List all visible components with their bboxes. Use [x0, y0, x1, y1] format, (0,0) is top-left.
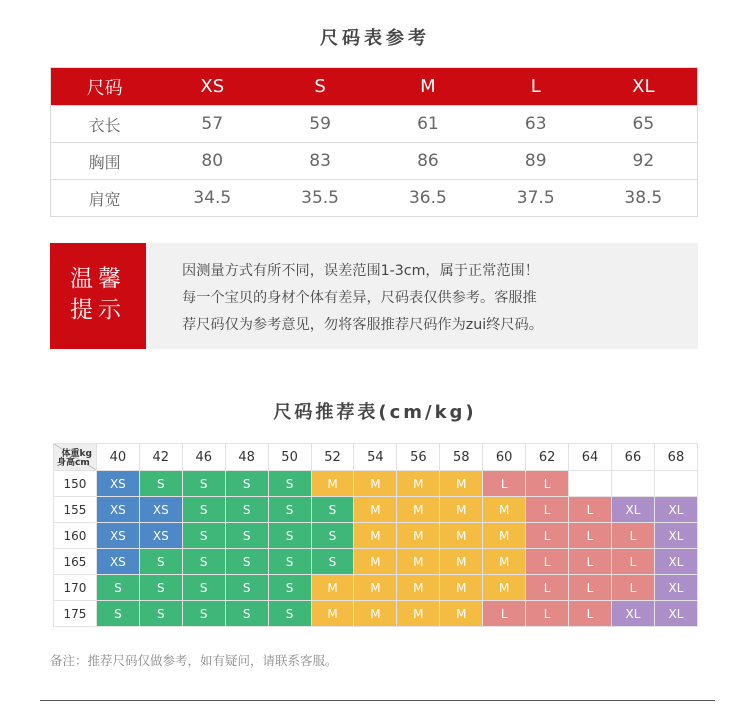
corner-weight-label: 体重kg: [61, 449, 92, 459]
size-recommendation-cell: XS: [96, 471, 139, 497]
size-recommendation-cell: M: [440, 471, 483, 497]
table-cell: 59: [266, 106, 374, 143]
size-recommendation-cell: S: [225, 523, 268, 549]
notice-line: 因测量方式有所不同，误差范围1-3cm，属于正常范围！: [182, 263, 539, 279]
size-recommendation-cell: S: [182, 471, 225, 497]
size-recommendation-cell: L: [526, 549, 569, 575]
size-recommendation-cell: M: [397, 523, 440, 549]
size-recommendation-cell: XS: [96, 497, 139, 523]
weight-header: 56: [397, 444, 440, 471]
table-cell: 34.5: [158, 180, 266, 217]
notice-box: [50, 243, 698, 349]
size-recommendation-cell: M: [354, 601, 397, 627]
size-recommendation-cell: M: [397, 497, 440, 523]
size-recommendation-cell: M: [483, 497, 526, 523]
weight-header: 54: [354, 444, 397, 471]
table-cell: 35.5: [266, 180, 374, 217]
recommendation-header-row: [54, 444, 698, 471]
size-recommendation-cell: XL: [611, 497, 654, 523]
weight-header: 62: [526, 444, 569, 471]
notice-badge-line1: 温馨: [70, 266, 126, 292]
size-recommendation-cell: M: [354, 549, 397, 575]
size-recommendation-cell: S: [311, 549, 354, 575]
size-recommendation-cell: XL: [654, 497, 697, 523]
size-recommendation-cell: L: [526, 497, 569, 523]
size-recommendation-cell: S: [182, 575, 225, 601]
recommendation-title: 尺码推荐表(cm/kg): [273, 402, 477, 423]
size-header-label: 尺码: [51, 68, 159, 106]
size-recommendation-cell: L: [483, 601, 526, 627]
size-recommendation-cell: M: [483, 549, 526, 575]
size-recommendation-cell: M: [397, 549, 440, 575]
size-recommendation-cell: S: [225, 497, 268, 523]
table-row: [51, 180, 698, 217]
table-cell: 92: [590, 143, 698, 180]
size-recommendation-cell: XL: [654, 575, 697, 601]
table-cell: 57: [158, 106, 266, 143]
table-row: [54, 497, 698, 523]
size-recommendation-cell: XL: [654, 549, 697, 575]
size-recommendation-cell: L: [569, 523, 612, 549]
weight-header: 52: [311, 444, 354, 471]
size-recommendation-cell: L: [611, 523, 654, 549]
size-header-m: M: [374, 68, 482, 106]
table-row: [51, 106, 698, 143]
size-recommendation-cell: M: [440, 523, 483, 549]
size-chart-title: 尺码表参考: [320, 28, 430, 49]
size-recommendation-cell: M: [311, 601, 354, 627]
table-row: [54, 575, 698, 601]
size-recommendation-cell: [569, 471, 612, 497]
size-recommendation-cell: M: [483, 523, 526, 549]
table-cell: 80: [158, 143, 266, 180]
size-recommendation-cell: S: [268, 471, 311, 497]
table-cell: 86: [374, 143, 482, 180]
bottom-divider: [40, 700, 715, 701]
size-recommendation-cell: S: [311, 497, 354, 523]
size-recommendation-cell: M: [354, 575, 397, 601]
table-cell: 83: [266, 143, 374, 180]
corner-cell: [54, 444, 97, 471]
size-recommendation-cell: S: [182, 523, 225, 549]
table-cell: 36.5: [374, 180, 482, 217]
size-recommendation-cell: S: [225, 471, 268, 497]
recommendation-table: [53, 443, 698, 627]
size-recommendation-cell: S: [139, 601, 182, 627]
table-cell: 63: [482, 106, 590, 143]
size-recommendation-cell: S: [96, 575, 139, 601]
table-row: [54, 471, 698, 497]
height-label: 175: [54, 601, 97, 627]
footnote: 备注：推荐尺码仅做参考，如有疑问，请联系客服。: [50, 653, 338, 668]
notice-line: 每一个宝贝的身材个体有差异，尺码表仅供参考。客服推: [182, 290, 537, 306]
size-recommendation-cell: L: [569, 601, 612, 627]
height-label: 155: [54, 497, 97, 523]
size-recommendation-cell: L: [526, 575, 569, 601]
weight-header: 42: [139, 444, 182, 471]
notice-badge: [50, 243, 146, 349]
size-recommendation-cell: S: [268, 549, 311, 575]
weight-header: 60: [483, 444, 526, 471]
size-recommendation-cell: XS: [96, 523, 139, 549]
size-recommendation-cell: S: [139, 549, 182, 575]
table-cell: 37.5: [482, 180, 590, 217]
size-recommendation-cell: M: [354, 471, 397, 497]
size-recommendation-cell: XS: [139, 523, 182, 549]
size-recommendation-cell: L: [611, 549, 654, 575]
weight-header: 66: [611, 444, 654, 471]
size-recommendation-cell: M: [397, 575, 440, 601]
height-label: 160: [54, 523, 97, 549]
weight-header: 50: [268, 444, 311, 471]
size-recommendation-cell: M: [440, 575, 483, 601]
notice-line: 荐尺码仅为参考意见，勿将客服推荐尺码作为zui终尺码。: [182, 317, 543, 333]
size-recommendation-cell: S: [268, 497, 311, 523]
table-cell: 65: [590, 106, 698, 143]
size-recommendation-cell: S: [268, 601, 311, 627]
size-recommendation-cell: XS: [96, 549, 139, 575]
size-recommendation-cell: M: [440, 601, 483, 627]
weight-header: 46: [182, 444, 225, 471]
table-cell: 38.5: [590, 180, 698, 217]
size-recommendation-cell: L: [526, 471, 569, 497]
size-header-xs: XS: [158, 68, 266, 106]
table-cell: 89: [482, 143, 590, 180]
corner-height-label: 身高cm: [57, 458, 90, 468]
size-recommendation-cell: S: [225, 601, 268, 627]
size-recommendation-cell: L: [611, 575, 654, 601]
row-label: 衣长: [51, 106, 159, 143]
weight-header: 40: [96, 444, 139, 471]
notice-badge-line2: 提示: [70, 297, 126, 323]
size-recommendation-cell: S: [225, 549, 268, 575]
size-header-xl: XL: [590, 68, 698, 106]
size-recommendation-cell: S: [311, 523, 354, 549]
size-recommendation-cell: L: [569, 549, 612, 575]
table-cell: 61: [374, 106, 482, 143]
table-row: [51, 143, 698, 180]
row-label: 胸围: [51, 143, 159, 180]
size-recommendation-cell: S: [182, 601, 225, 627]
size-recommendation-cell: S: [182, 497, 225, 523]
size-recommendation-cell: XL: [654, 601, 697, 627]
size-recommendation-cell: S: [182, 549, 225, 575]
size-recommendation-cell: M: [483, 575, 526, 601]
height-label: 170: [54, 575, 97, 601]
size-recommendation-cell: XS: [139, 497, 182, 523]
size-recommendation-cell: M: [440, 549, 483, 575]
size-recommendation-cell: XL: [654, 523, 697, 549]
height-label: 150: [54, 471, 97, 497]
table-row: [54, 549, 698, 575]
size-recommendation-cell: L: [483, 471, 526, 497]
size-recommendation-cell: S: [268, 575, 311, 601]
size-recommendation-cell: S: [139, 471, 182, 497]
size-recommendation-cell: [654, 471, 697, 497]
notice-text: [182, 258, 682, 339]
table-row: [54, 601, 698, 627]
size-recommendation-cell: XL: [611, 601, 654, 627]
size-recommendation-cell: M: [397, 601, 440, 627]
size-header-s: S: [266, 68, 374, 106]
size-recommendation-cell: S: [96, 601, 139, 627]
size-chart-header-row: [51, 68, 698, 106]
weight-header: 64: [569, 444, 612, 471]
size-recommendation-cell: S: [139, 575, 182, 601]
size-recommendation-cell: M: [354, 523, 397, 549]
table-row: [54, 523, 698, 549]
size-chart-table: [50, 67, 698, 217]
size-recommendation-cell: L: [526, 601, 569, 627]
size-recommendation-cell: S: [268, 523, 311, 549]
size-recommendation-cell: L: [569, 497, 612, 523]
size-recommendation-cell: M: [311, 575, 354, 601]
height-label: 165: [54, 549, 97, 575]
size-recommendation-cell: [611, 471, 654, 497]
weight-header: 48: [225, 444, 268, 471]
row-label: 肩宽: [51, 180, 159, 217]
weight-header: 58: [440, 444, 483, 471]
size-header-l: L: [482, 68, 590, 106]
size-recommendation-cell: S: [225, 575, 268, 601]
size-recommendation-cell: M: [397, 471, 440, 497]
size-recommendation-cell: L: [569, 575, 612, 601]
size-recommendation-cell: M: [440, 497, 483, 523]
size-recommendation-cell: M: [354, 497, 397, 523]
weight-header: 68: [654, 444, 697, 471]
size-recommendation-cell: M: [311, 471, 354, 497]
size-recommendation-cell: L: [526, 523, 569, 549]
